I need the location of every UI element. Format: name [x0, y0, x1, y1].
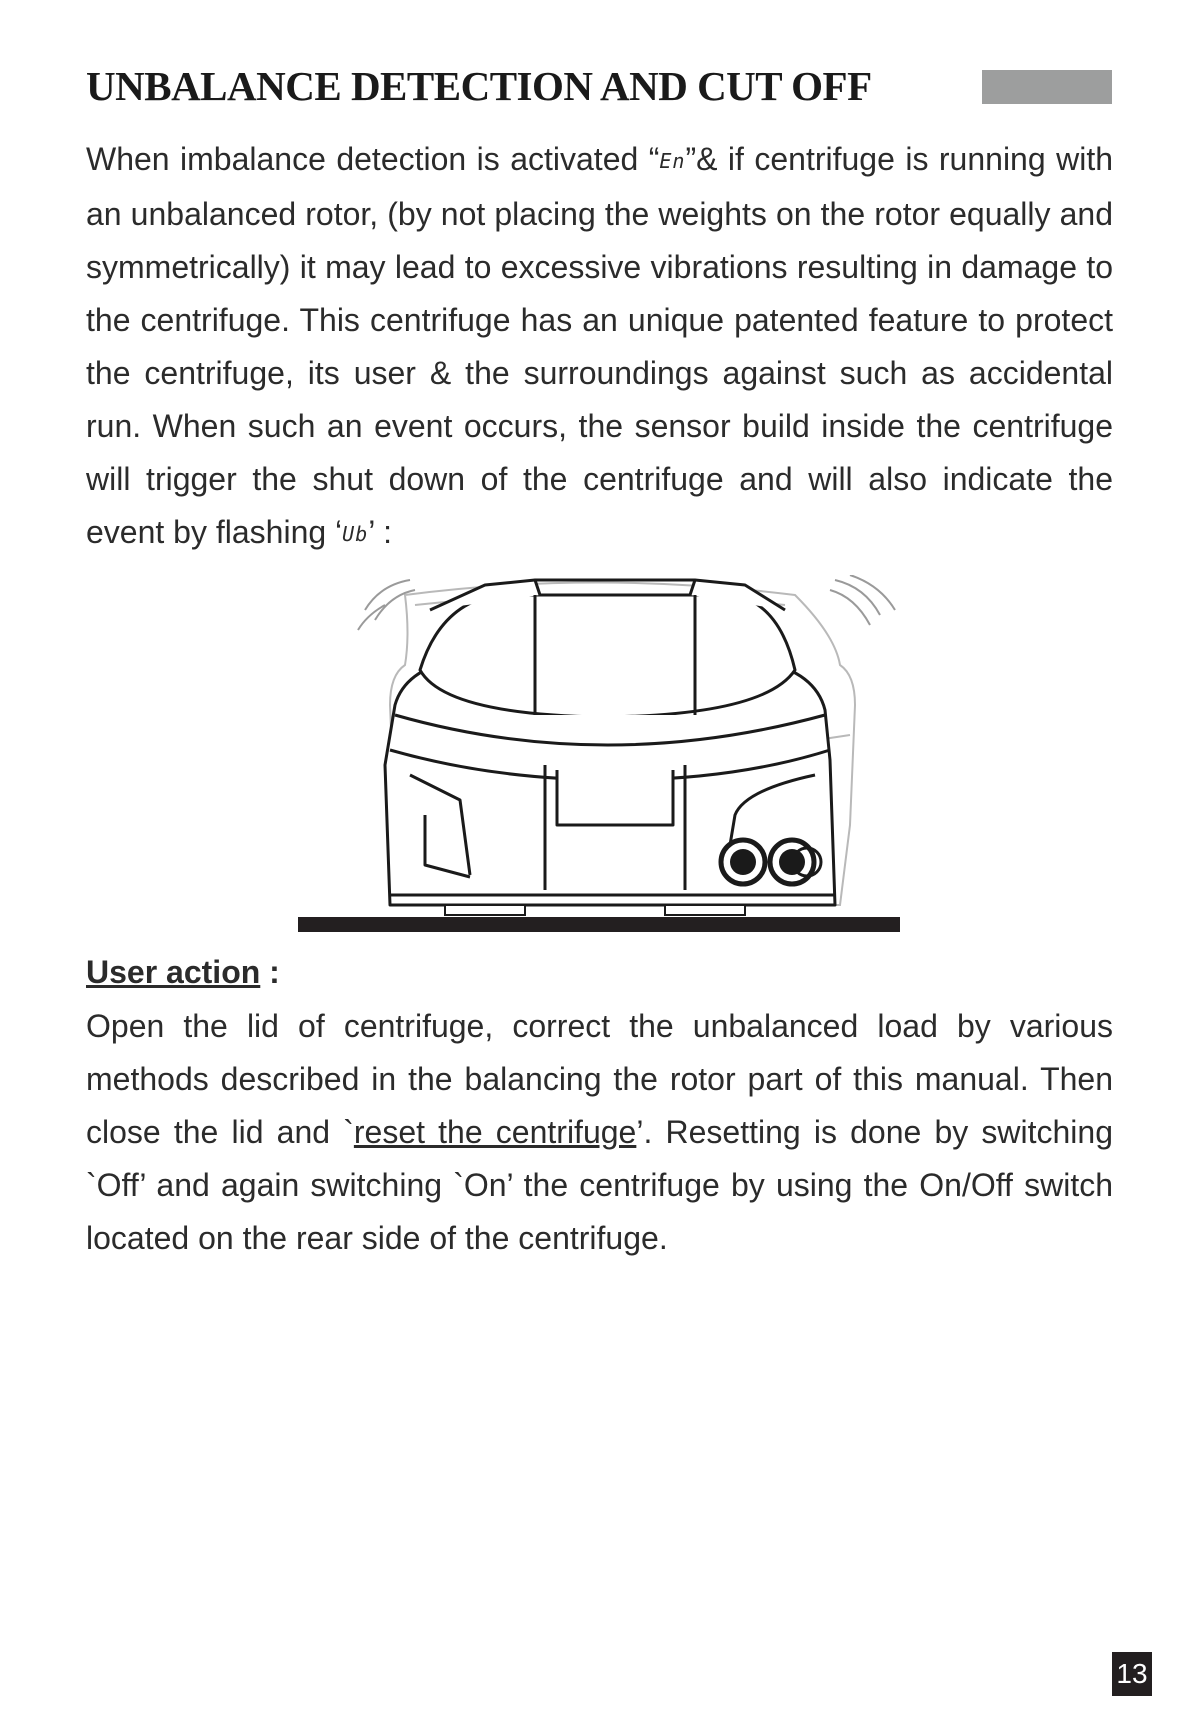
- user-action-text-2: ’. Resetting is done by switching `Off’ and again switching `On’ the centrifuge by using the On/Off switch located on the rear side of the centrifuge.: [86, 1114, 1114, 1256]
- display-code-en: En: [659, 149, 686, 173]
- reset-the-centrifuge-text: reset the centrifuge: [353, 1114, 637, 1150]
- user-action-paragraph: [86, 1000, 1113, 1265]
- user-action-text-1: Open the lid of centrifuge, correct the unbalanced load by various methods described in the balancing the rotor part of this manual. Then close the lid and `: [86, 1008, 1113, 1150]
- page-title: UNBALANCE DETECTION AND CUT OFF: [86, 63, 872, 109]
- intro-paragraph: [86, 133, 1113, 561]
- base-platform: [298, 917, 900, 932]
- user-action-colon: :: [260, 954, 280, 990]
- user-action-label: User action: [86, 954, 261, 990]
- intro-text-3: ’ :: [368, 514, 392, 550]
- centrifuge-body: [385, 580, 835, 905]
- page-number: 13: [1112, 1652, 1152, 1696]
- user-action-heading: [86, 954, 280, 991]
- title-accent-bar: [982, 70, 1112, 104]
- intro-text-1: When imbalance detection is activated “: [86, 141, 660, 177]
- vibrating-centrifuge-illustration: [295, 575, 905, 935]
- display-code-ub: Ub: [342, 522, 369, 546]
- intro-text-2: ”& if centrifuge is running with an unbalanced rotor, (by not placing the weights on the rotor equally and symmetrically) it may lead to excessive vibrations resulting in damage to the centrifuge. This centrifuge has an unique patented feature to protect the centrifuge, its user & the surroundings against such as accidental run. When such an event occurs, the sensor build inside the centrifuge will trigger the shut down of the centrifuge and will also indicate the event by flashing ‘: [86, 141, 1114, 550]
